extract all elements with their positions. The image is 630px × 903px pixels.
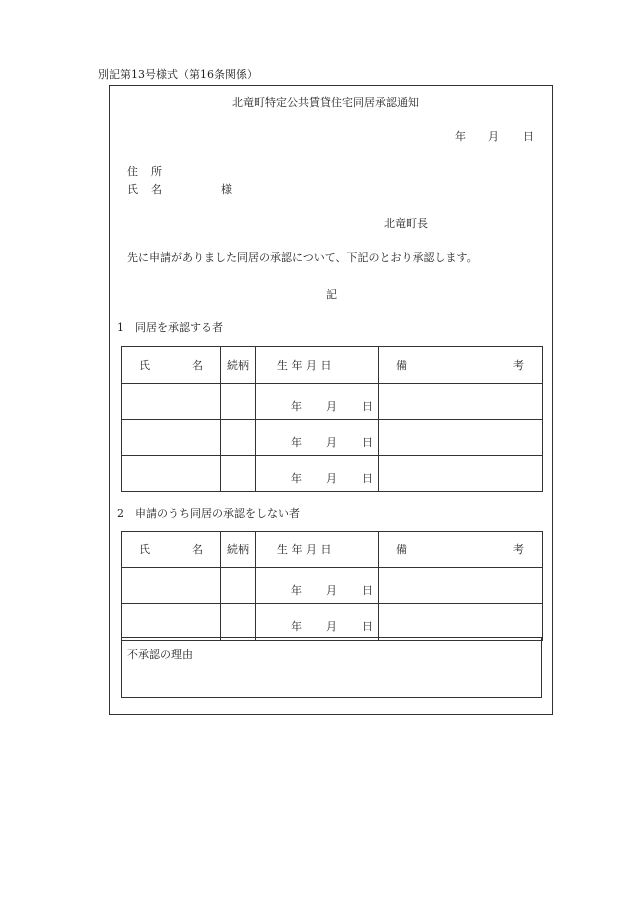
- birth-day: 日: [362, 620, 373, 633]
- header-relation: 続柄: [227, 359, 249, 372]
- issue-date-day: 日: [523, 130, 534, 143]
- rejection-reason-box: [121, 637, 542, 698]
- relation-cell: [221, 420, 256, 456]
- birth-month: 月: [326, 620, 337, 633]
- rejected-persons-table: [121, 531, 543, 641]
- name-cell: [122, 604, 221, 641]
- form-label: 別記第13号様式（第16条関係）: [98, 68, 258, 81]
- birth-year: 年: [291, 472, 302, 485]
- birth-year: 年: [291, 584, 302, 597]
- header-birthdate: 生 年 月 日: [277, 543, 332, 556]
- body-text: 先に申請がありました同居の承認について、下記のとおり承認します。: [127, 251, 478, 264]
- honorific: 様: [221, 183, 232, 196]
- table-header-row: [122, 532, 543, 568]
- rejection-reason-label: 不承認の理由: [127, 648, 193, 661]
- birth-month: 月: [326, 472, 337, 485]
- birth-day: 日: [362, 436, 373, 449]
- header-relation: 続柄: [227, 543, 249, 556]
- note-cell: [379, 420, 543, 456]
- birth-month: 月: [326, 436, 337, 449]
- note-cell: [379, 604, 543, 641]
- header-note-1: 備: [396, 359, 407, 372]
- note-cell: [379, 456, 543, 492]
- name-cell: [122, 420, 221, 456]
- section2-heading: 2 申請のうち同居の承認をしない者: [117, 507, 300, 520]
- header-name-2: 名: [192, 359, 203, 372]
- name-cell: [122, 384, 221, 420]
- birth-month: 月: [326, 400, 337, 413]
- relation-cell: [221, 604, 256, 641]
- table-row: [122, 604, 543, 641]
- name-cell: [122, 456, 221, 492]
- birth-year: 年: [291, 620, 302, 633]
- table-row: [122, 456, 543, 492]
- section1-heading: 1 同居を承認する者: [117, 321, 223, 334]
- issue-date-year: 年: [455, 130, 466, 143]
- address-label-1: 住: [127, 165, 138, 178]
- birth-month: 月: [326, 584, 337, 597]
- header-name-1: 氏: [139, 359, 150, 372]
- relation-cell: [221, 384, 256, 420]
- ki-marker: 記: [326, 288, 337, 301]
- name-label-1: 氏: [127, 183, 138, 196]
- birth-year: 年: [291, 400, 302, 413]
- table-row: [122, 568, 543, 604]
- sender-name: 北竜町長: [384, 217, 428, 230]
- note-cell: [379, 384, 543, 420]
- table-row: [122, 384, 543, 420]
- header-birthdate: 生 年 月 日: [277, 359, 332, 372]
- table-row: [122, 420, 543, 456]
- birth-day: 日: [362, 400, 373, 413]
- header-name-1: 氏: [139, 543, 150, 556]
- relation-cell: [221, 568, 256, 604]
- relation-cell: [221, 456, 256, 492]
- table-header-row: [122, 347, 543, 384]
- header-name-2: 名: [192, 543, 203, 556]
- address-label-2: 所: [151, 165, 162, 178]
- name-cell: [122, 568, 221, 604]
- approved-persons-table: [121, 346, 543, 492]
- note-cell: [379, 568, 543, 604]
- header-note-1: 備: [396, 543, 407, 556]
- issue-date-month: 月: [488, 130, 499, 143]
- header-note-2: 考: [513, 543, 524, 556]
- birth-day: 日: [362, 472, 373, 485]
- document-title: 北竜町特定公共賃貸住宅同居承認通知: [232, 96, 419, 109]
- birth-day: 日: [362, 584, 373, 597]
- name-label-2: 名: [151, 183, 162, 196]
- header-note-2: 考: [513, 359, 524, 372]
- birth-year: 年: [291, 436, 302, 449]
